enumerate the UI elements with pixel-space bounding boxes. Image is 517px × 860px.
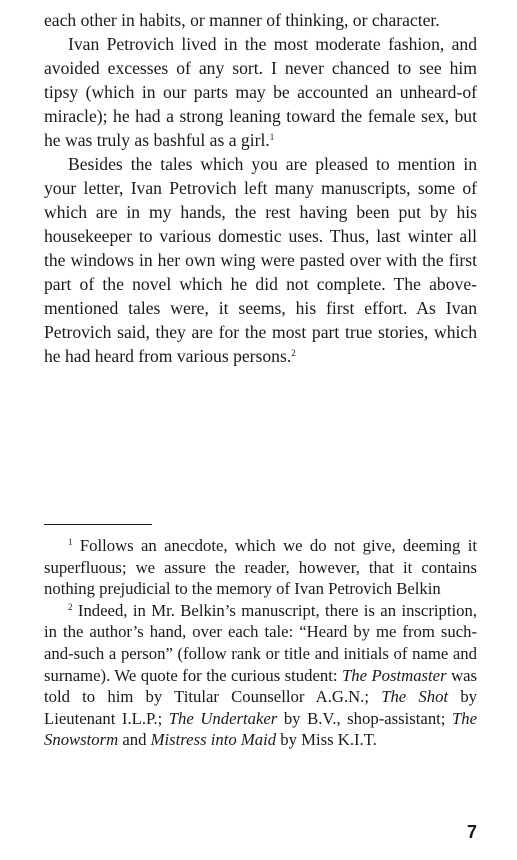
- footnote-text: by B.V., shop-assistant;: [277, 708, 452, 728]
- paragraph-manuscripts: [44, 152, 477, 368]
- tale-title-postmaster: The Postmaster: [341, 665, 447, 685]
- footnote-text: was told to him by Titular Counsellor A.G.N.;: [44, 665, 478, 707]
- main-text: [44, 8, 477, 368]
- footnote-2: [44, 600, 477, 751]
- paragraph-continuation: each other in habits, or manner of thinking, or character.: [44, 10, 440, 30]
- footnote-text: by Miss K.I.T.: [276, 730, 377, 750]
- footnote-reference-2: 2: [291, 348, 296, 358]
- footnote-mark: 1: [68, 537, 73, 547]
- footnote-1: [44, 535, 477, 600]
- footnote-text: and: [118, 730, 151, 750]
- tale-title-shot: The Shot: [381, 687, 449, 707]
- footnote-separator: [44, 524, 152, 525]
- paragraph-ivan-petrovich-habits: [44, 32, 477, 152]
- footnote-reference-1: 1: [269, 132, 275, 142]
- footnote-text: Indeed, in Mr. Belkin’s manuscript, there is an inscription, in the author’s hand, over each tale: “Heard by me from such-and-such a person” (follow rank or title and initials of name and surname). We quote for the curious student:: [44, 600, 477, 685]
- footnote-text: by Lieutenant I.L.P.;: [44, 687, 478, 728]
- tale-title-mistress-into-maid: Mistress into Maid: [150, 730, 277, 750]
- paragraph-text: Ivan Petrovich lived in the most moderate fashion, and avoided excesses of any sort. I never chanced to see him tipsy (which in our parts may be accounted an unheard-of miracle); he had a strong leaning toward the female sex, but he was truly as bashful as a girl.: [44, 34, 477, 150]
- tale-title-snowstorm: The Snowstorm: [44, 708, 478, 750]
- footnote-text: Follows an anecdote, which we do not give, deeming it superfluous; we assure the reader, however, that it contains nothing prejudicial to the memory of Ivan Petrovich Belkin: [44, 536, 477, 599]
- paragraph-text: Besides the tales which you are pleased to mention in your letter, Ivan Petrovich left many manuscripts, some of which are in my hands, the rest having been put by his housekeeper to various domestic uses. Thus, last winter all the windows in her own wing were pasted over with the first part of the novel which he did not complete. The above-mentioned tales were, it seems, his first effort. As Ivan Petrovich said, they are for the most part true stories, which he had heard from various persons.: [44, 154, 477, 366]
- footnotes: [44, 535, 477, 751]
- tale-title-undertaker: The Undertaker: [168, 708, 278, 728]
- footnote-mark: 2: [68, 601, 73, 612]
- page-number: 7: [466, 822, 477, 842]
